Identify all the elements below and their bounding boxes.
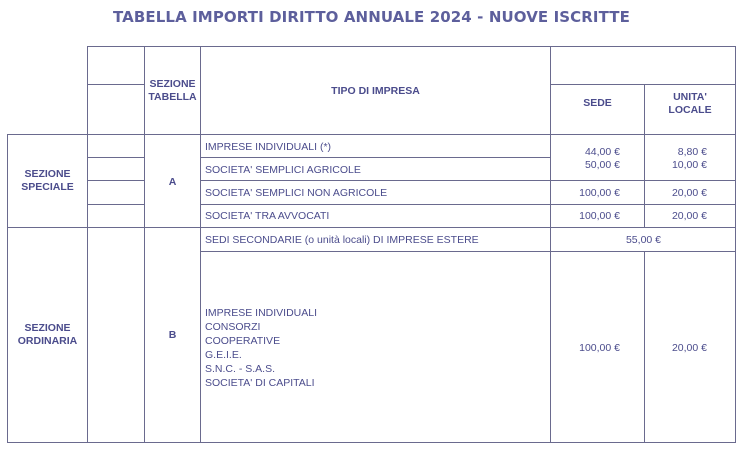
sede-value: 44,00 € <box>584 146 620 158</box>
table-row: SOCIETA' SEMPLICI AGRICOLE <box>205 164 361 176</box>
sede-value: 100,00 € <box>579 210 620 222</box>
page-title: TABELLA IMPORTI DIRITTO ANNUALE 2024 - NUOVE ISCRITTE <box>113 8 630 26</box>
table-row: IMPRESE INDIVIDUALI (*) <box>205 141 332 153</box>
list-item: SOCIETA' DI CAPITALI <box>205 377 315 389</box>
table-row: SOCIETA' TRA AVVOCATI <box>205 210 330 222</box>
list-item: S.N.C. - S.A.S. <box>205 363 276 375</box>
unita-value: 20,00 € <box>671 210 707 222</box>
imprese-list <box>205 306 545 390</box>
unita-value: 10,00 € <box>671 159 707 171</box>
header-sede: SEDE <box>583 97 612 109</box>
header-tipo-impresa: TIPO DI IMPRESA <box>331 85 420 97</box>
sedi-secondarie-value: 55,00 € <box>625 234 662 246</box>
sede-value: 100,00 € <box>579 342 620 354</box>
table-row: SEDI SECONDARIE (o unità locali) DI IMPRESE ESTERE <box>205 234 479 246</box>
sede-value: 50,00 € <box>584 159 620 171</box>
list-item: CONSORZI <box>205 321 261 333</box>
header-unita-locale: UNITA' LOCALE <box>668 91 712 116</box>
list-item: IMPRESE INDIVIDUALI <box>205 307 318 319</box>
unita-value: 8,80 € <box>677 146 707 158</box>
unita-value: 20,00 € <box>671 187 707 199</box>
sezione-ordinaria-label: SEZIONE ORDINARIA <box>17 322 78 347</box>
tabella-a: A <box>168 176 177 188</box>
table-row: SOCIETA' SEMPLICI NON AGRICOLE <box>205 187 388 199</box>
tabella-b: B <box>168 329 177 341</box>
sezione-speciale-label: SEZIONE SPECIALE <box>21 168 74 193</box>
header-sezione-tabella: SEZIONE TABELLA <box>148 78 197 103</box>
list-item: G.E.I.E. <box>205 349 242 361</box>
list-item: COOPERATIVE <box>205 335 281 347</box>
sede-value: 100,00 € <box>579 187 620 199</box>
unita-value: 20,00 € <box>671 342 707 354</box>
